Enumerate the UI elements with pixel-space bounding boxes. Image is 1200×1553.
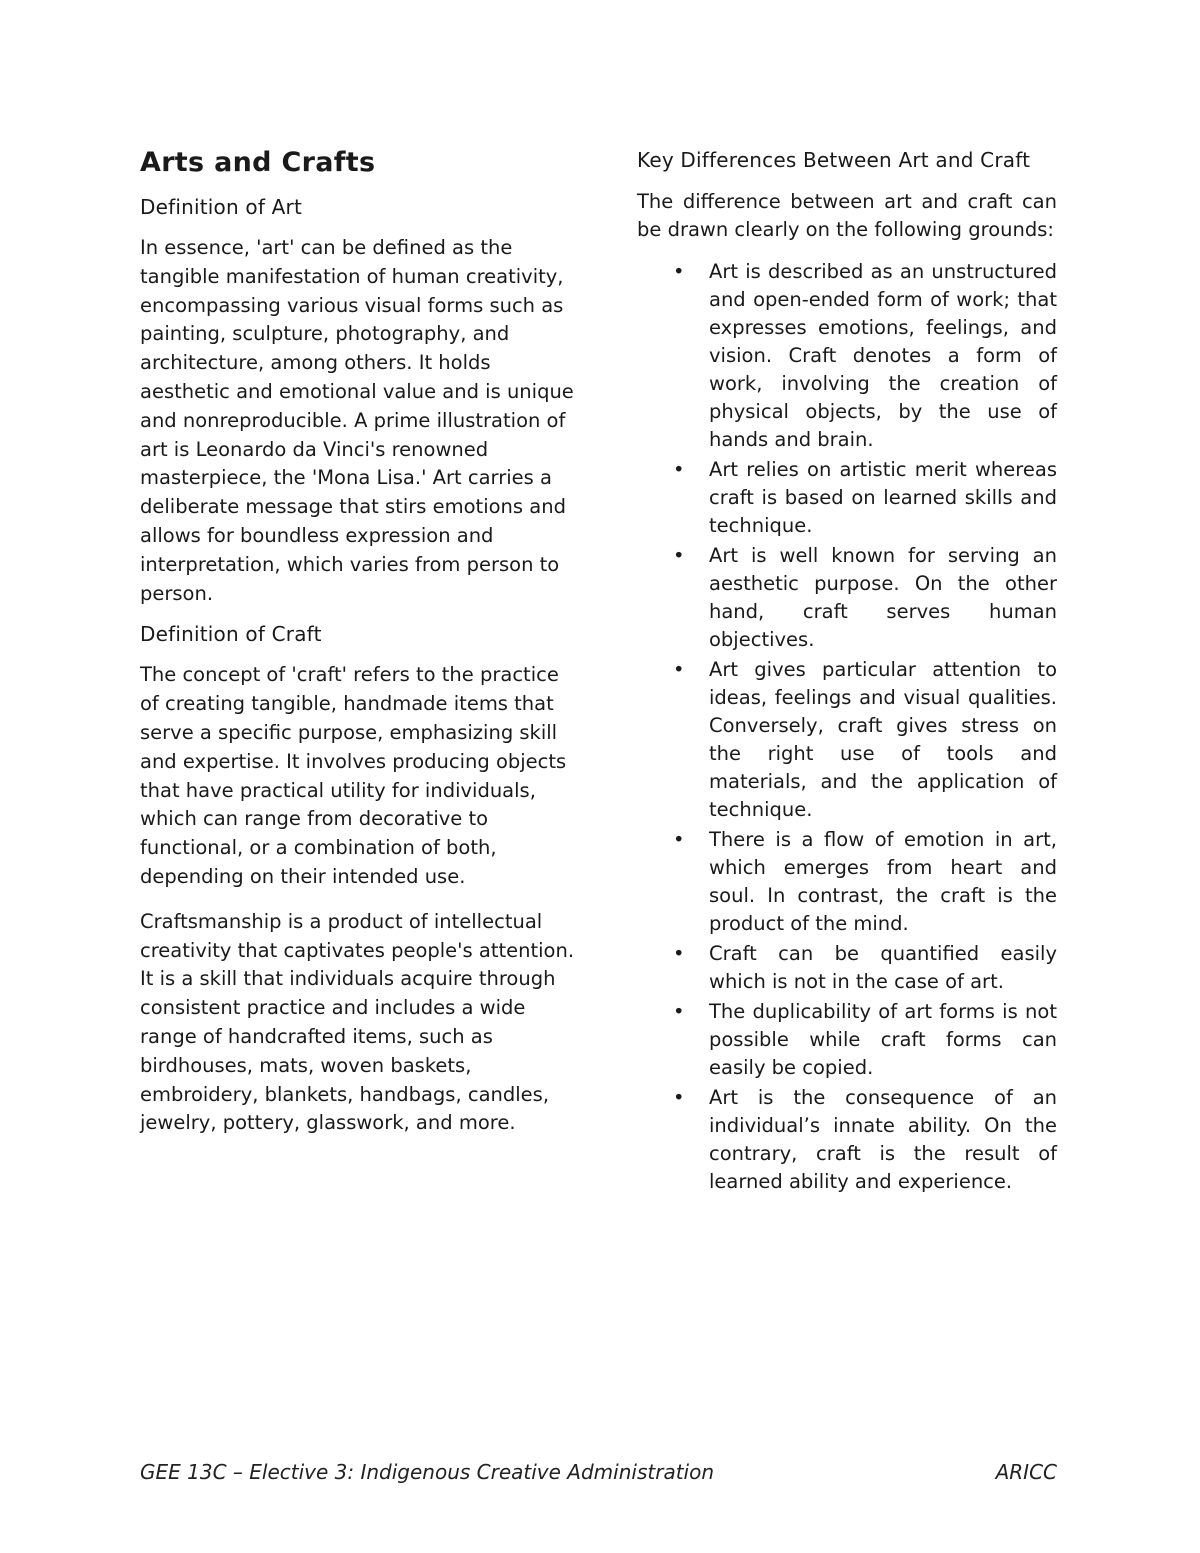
bullet-icon: • [673,543,685,567]
key-differences-intro: The difference between art and craft can be drawn clearly on the following grounds: [637,190,1057,241]
list-item [637,1084,1057,1196]
definition-of-art-paragraph: In essence, 'art' can be defined as the tangible manifestation of human creativity, encompassing various visual forms such as painting, sculpture, photography, and architecture, among others. It holds aesthetic and emotional value and is unique and nonreproducible. A prime illustration of art is Leonardo da Vinci's renowned masterpiece, the 'Mona Lisa.' Art carries a deliberate message that stirs emotions and allows for boundless expression and interpretation, which varies from person to person. [140,236,574,605]
bullet-icon: • [673,1085,685,1109]
bullet-icon: • [673,657,685,681]
definition-of-craft-paragraph: The concept of 'craft' refers to the practice of creating tangible, handmade items that serve a specific purpose, emphasizing skill and expertise. It involves producing objects that have practical utility for individuals, which can range from decorative to functional, or a combination of both, depending on their intended use. [140,663,567,888]
list-item-text: There is a flow of emotion in art, which emerges from heart and soul. In contrast, the craft is the product of the mind. [709,827,1057,935]
list-item [637,826,1057,938]
list-item-text: The duplicability of art forms is not possible while craft forms can easily be copied. [709,999,1057,1079]
craftsmanship-paragraph: Craftsmanship is a product of intellectual creativity that captivates people's attention. It is a skill that individuals acquire through consistent practice and includes a wide range of handcrafted items, such as birdhouses, mats, woven baskets, embroidery, blankets, handbags, candles, jewelry, pottery, glasswork, and more. [140,909,575,1135]
differences-list [637,258,1057,1196]
list-item [637,656,1057,824]
bullet-icon: • [673,259,685,283]
bullet-icon: • [673,999,685,1023]
list-item [637,940,1057,996]
bullet-icon: • [673,457,685,481]
list-item-text: Art is the consequence of an individual’s innate ability. On the contrary, craft is the result of learned ability and experience. [709,1085,1057,1193]
left-column [140,143,575,1150]
list-item-text: Art is described as an unstructured and open-ended form of work; that expresses emotions, feelings, and vision. Craft denotes a form of work, involving the creation of physical objects, by the use of hands and brain. [709,259,1057,451]
list-item-text: Art relies on artistic merit whereas craft is based on learned skills and technique. [709,457,1057,537]
document-title: Arts and Crafts [140,147,376,178]
list-item-text: Art is well known for serving an aesthetic purpose. On the other hand, craft serves human objectives. [709,543,1057,651]
bullet-icon: • [673,941,685,965]
definition-of-art-heading: Definition of Art [140,195,302,219]
list-item [637,456,1057,540]
footer-code: ARICC [995,1460,1057,1484]
list-item-text: Craft can be quantified easily which is not in the case of art. [709,941,1057,993]
list-item [637,998,1057,1082]
key-differences-heading: Key Differences Between Art and Craft [637,148,1031,172]
list-item [637,258,1057,454]
list-item [637,542,1057,654]
bullet-icon: • [673,827,685,851]
definition-of-craft-heading: Definition of Craft [140,622,322,647]
list-item-text: Art gives particular attention to ideas, feelings and visual qualities. Conversely, craft gives stress on the right use of tools and materials, and the application of technique. [709,657,1057,821]
footer-course-title: GEE 13C – Elective 3: Indigenous Creative Administration [140,1460,715,1484]
right-column [637,146,1057,1198]
